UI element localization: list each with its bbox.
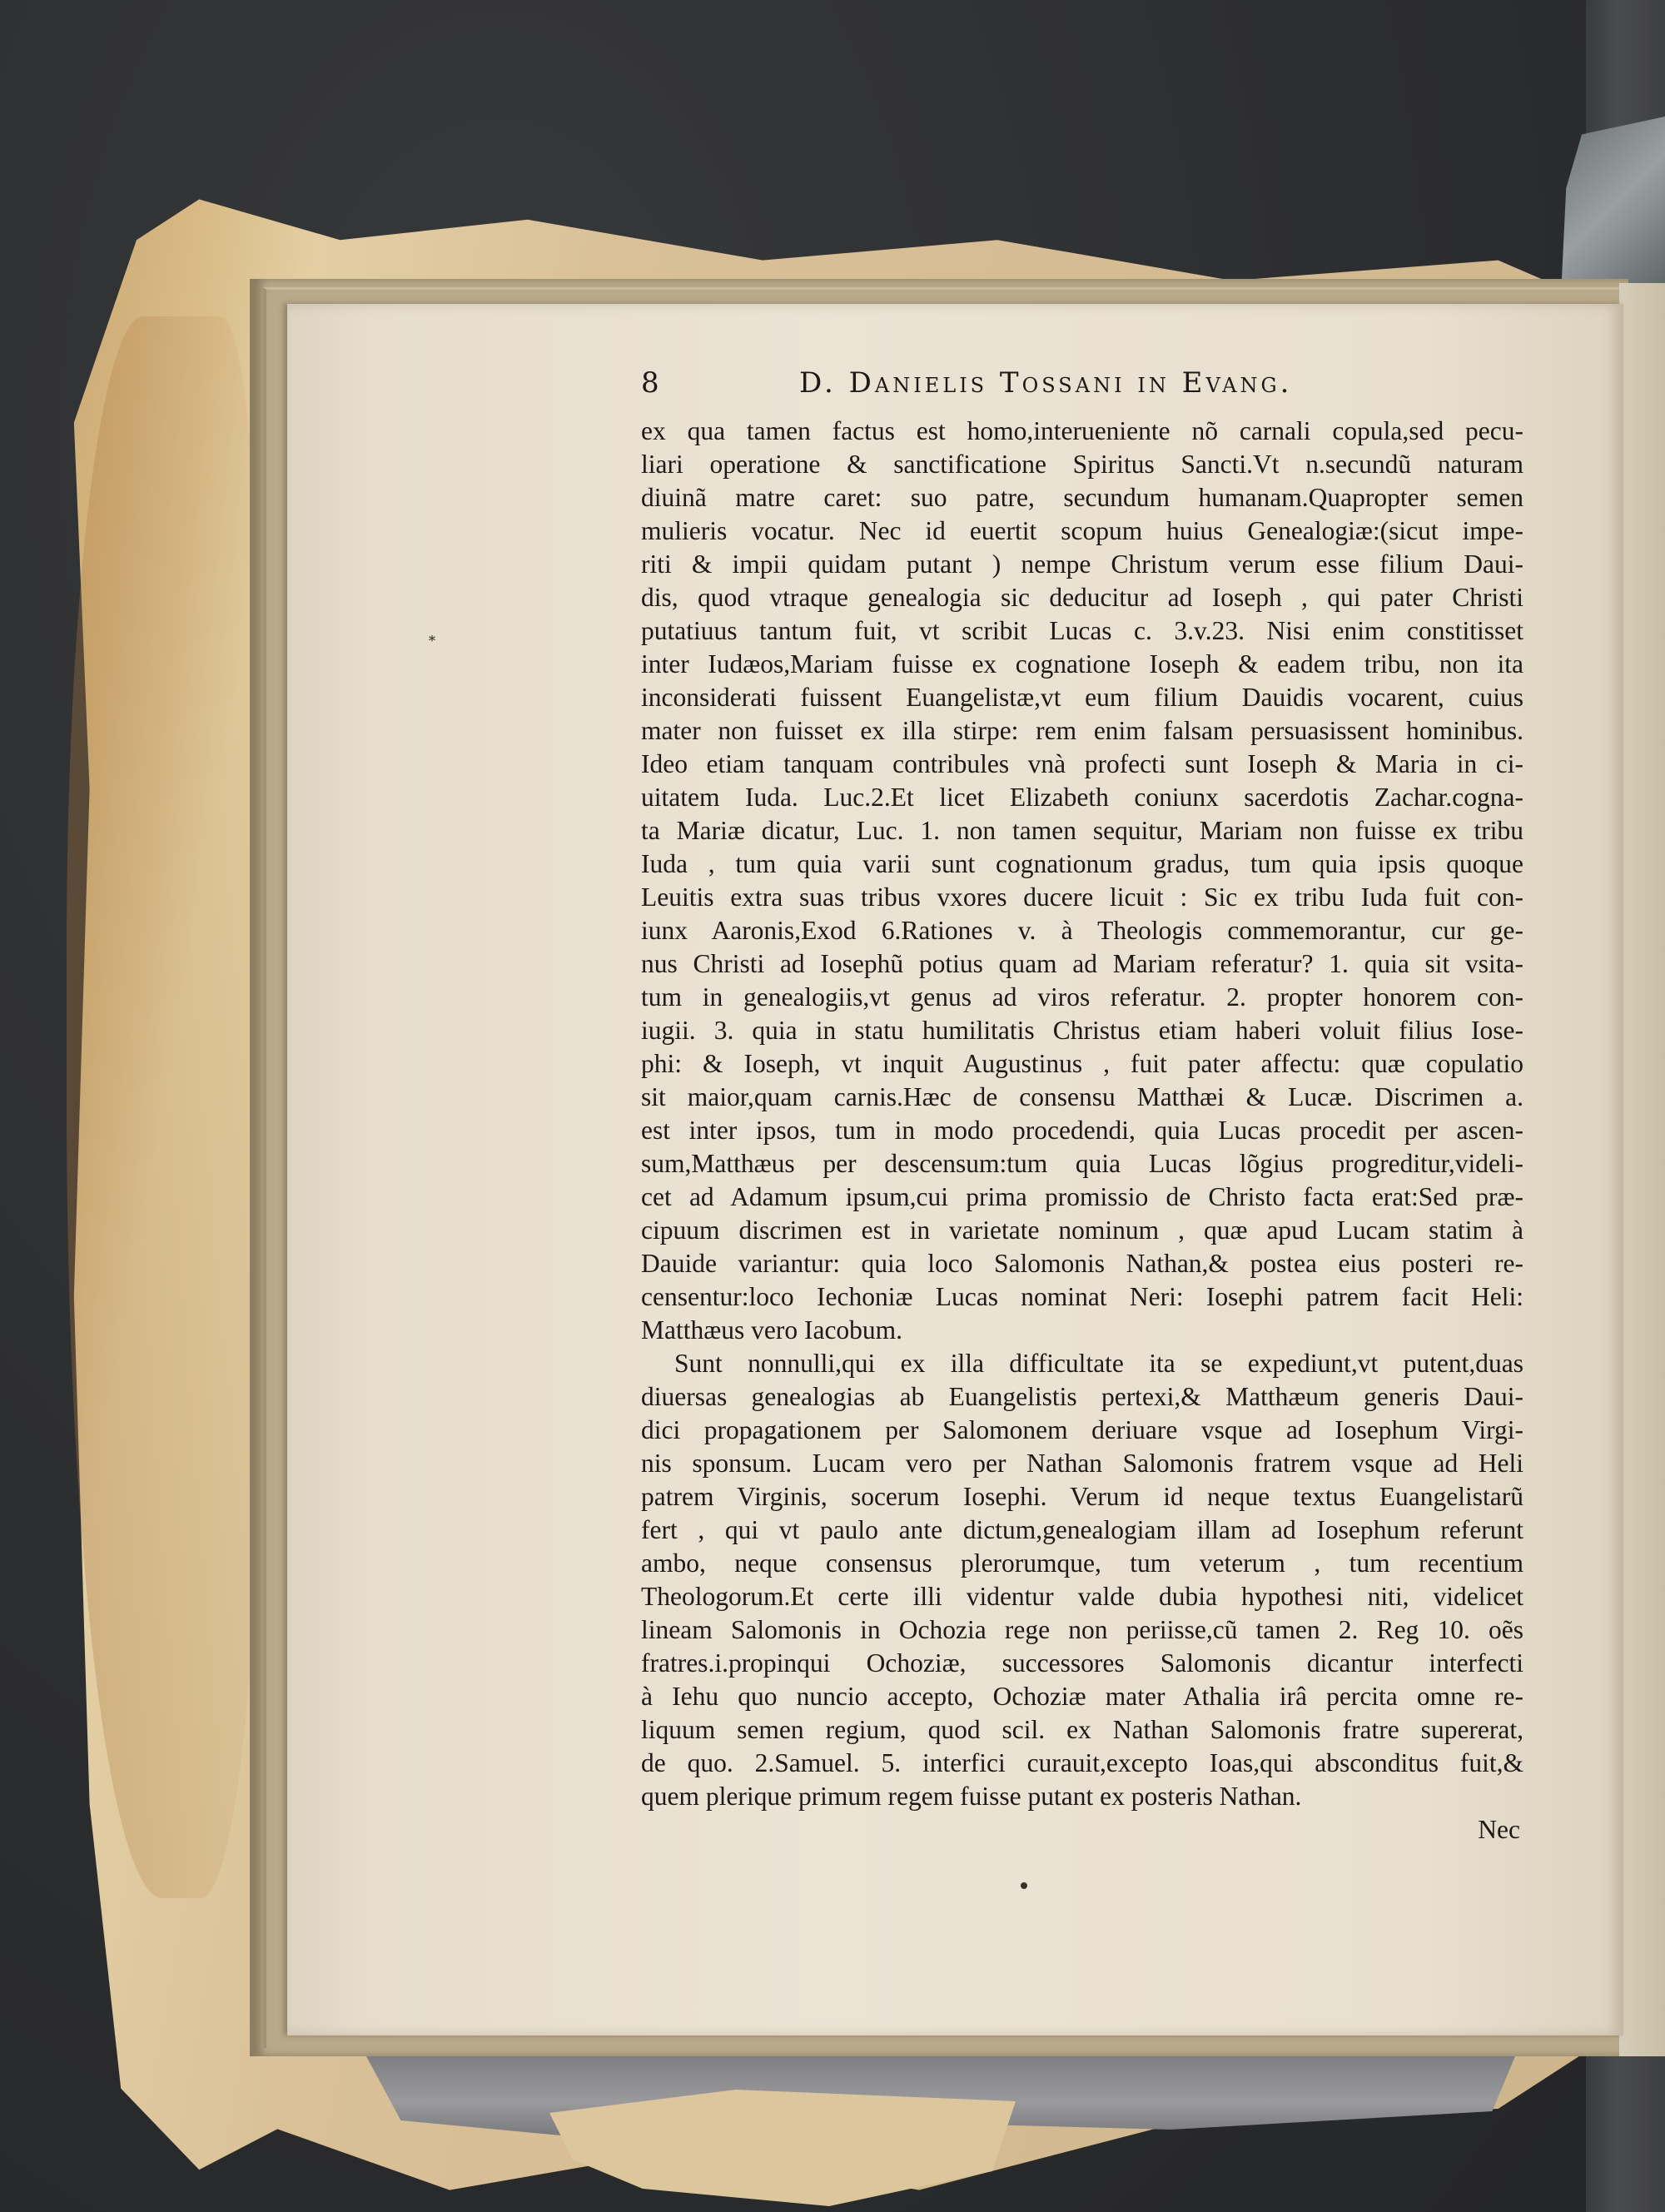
cover-stain — [67, 316, 258, 1898]
text-line: iugii. 3. quia in statu humilitatis Christus etiam haberi voluit filius Iose- — [641, 1016, 1523, 1045]
text-line: Theologorum.Et certe illi videntur valde dubia hypothesi niti, videlicet — [641, 1582, 1523, 1611]
text-line: nus Christi ad Iosephũ potius quam ad Mariam referatur? 1. quia sit vsita- — [641, 949, 1523, 978]
text-line: ambo, neque consensus plerorumque, tum veterum , tum recentium — [641, 1548, 1523, 1578]
text-line: est inter ipsos, tum in modo procedendi, quia Lucas procedit per ascen- — [641, 1116, 1523, 1145]
text-line: nis sponsum. Lucam vero per Nathan Salomonis fratrem vsque ad Heli — [641, 1449, 1523, 1478]
text-line: quem plerique primum regem fuisse putant ex posteris Nathan. — [641, 1782, 1302, 1811]
text-line: Matthæus vero Iacobum. — [641, 1315, 903, 1345]
text-line: liquum semen regium, quod scil. ex Nathan Salomonis fratre supererat, — [641, 1715, 1523, 1744]
text-line: ta Mariæ dicatur, Luc. 1. non tamen sequitur, Mariam non fuisse ex tribu — [641, 816, 1523, 845]
text-line: dici propagationem per Salomonem deriuare vsque ad Iosephum Virgi- — [641, 1415, 1523, 1444]
page-text-block — [641, 366, 1523, 1847]
text-line: inter Iudæos,Mariam fuisse ex cognatione Ioseph & eadem tribu, non ita — [641, 649, 1523, 679]
text-line: à Iehu quo nuncio accepto, Ochoziæ mater Athalia irâ percita omne re- — [641, 1682, 1523, 1711]
text-line: inconsiderati fuissent Euangelistæ,vt eum filium Dauidis vocarent, cuius — [641, 683, 1523, 712]
page-header — [641, 366, 1523, 415]
text-line: liari operatione & sanctificatione Spiritus Sancti.Vt n.secundũ naturam — [641, 450, 1523, 479]
running-title: D. Danielis Tossani in Evang. — [799, 366, 1293, 400]
text-line: sum,Matthæus per descensum:tum quia Lucas lõgius progreditur,videli- — [641, 1149, 1523, 1178]
text-line: iunx Aaronis,Exod 6.Rationes v. à Theologis commemorantur, cur ge- — [641, 916, 1523, 945]
text-line: riti & impii quidam putant ) nempe Christum verum esse filium Daui- — [641, 549, 1523, 579]
text-line: Leuitis extra suas tribus vxores ducere licuit : Sic ex tribu Iuda fuit con- — [641, 882, 1523, 912]
text-line: ex qua tamen factus est homo,interueniente nõ carnali copula,sed pecu- — [641, 416, 1523, 445]
text-line: putatiuus tantum fuit, vt scribit Lucas c. 3.v.23. Nisi enim constitisset — [641, 616, 1523, 645]
text-line: sit maior,quam carnis.Hæc de consensu Matthæi & Lucæ. Discrimen a. — [641, 1082, 1523, 1111]
text-line: diuinã matre caret: suo patre, secundum humanam.Quapropter semen — [641, 483, 1523, 512]
text-line: dis, quod vtraque genealogia sic deducitur ad Ioseph , qui pater Christi — [641, 583, 1523, 612]
body-text — [641, 415, 1523, 1813]
text-line: patrem Virginis, socerum Iosephi. Verum id neque textus Euangelistarũ — [641, 1482, 1523, 1511]
text-line: uitatem Iuda. Luc.2.Et licet Elizabeth coniunx sacerdotis Zachar.cogna- — [641, 783, 1523, 812]
text-line: cipuum discrimen est in varietate nominum , quæ apud Lucam statim à — [641, 1215, 1523, 1245]
text-line: Sunt nonnulli,qui ex illa difficultate ita se expediunt,vt putent,duas — [674, 1349, 1523, 1378]
text-line: diuersas genealogias ab Euangelistis pertexi,& Matthæum generis Daui- — [641, 1382, 1523, 1411]
text-line: censentur:loco Iechoniæ Lucas nominat Neri: Iosephi patrem facit Heli: — [641, 1282, 1523, 1311]
ink-dot — [1021, 1882, 1027, 1889]
catchword: Nec — [1478, 1815, 1520, 1844]
text-line: cet ad Adamum ipsum,cui prima promissio de Christo facta erat:Sed præ- — [641, 1182, 1523, 1211]
text-line: mater non fuisset ex illa stirpe: rem enim falsam persuasissent hominibus. — [641, 716, 1523, 745]
text-line: mulieris vocatur. Nec id euertit scopum huius Genealogiæ:(sicut impe- — [641, 516, 1523, 545]
text-line: fratres.i.propinqui Ochoziæ, successores Salomonis dicantur interfecti — [641, 1648, 1523, 1678]
text-line: Iuda , tum quia varii sunt cognationum gradus, tum quia ipsis quoque — [641, 849, 1523, 878]
facing-page-edge — [1619, 283, 1665, 2056]
text-line: Ideo etiam tanquam contribules vnà profecti sunt Ioseph & Maria in ci- — [641, 749, 1523, 778]
text-line: Dauide variantur: quia loco Salomonis Nathan,& postea eius posteri re- — [641, 1249, 1523, 1278]
text-line: tum in genealogiis,vt genus ad viros referatur. 2. propter honorem con- — [641, 982, 1523, 1012]
text-line: phi: & Ioseph, vt inquit Augustinus , fuit pater affectu: quæ copulatio — [641, 1049, 1523, 1078]
text-line: fert , qui vt paulo ante dictum,genealogiam illam ad Iosephum referunt — [641, 1515, 1523, 1544]
page-number: 8 — [641, 366, 662, 400]
text-line: lineam Salomonis in Ochozia rege non periisse,cũ tamen 2. Reg 10. oẽs — [641, 1615, 1523, 1644]
margin-mark: * — [429, 633, 435, 649]
text-line: de quo. 2.Samuel. 5. interfici curauit,excepto Ioas,qui absconditus fuit,& — [641, 1748, 1523, 1777]
